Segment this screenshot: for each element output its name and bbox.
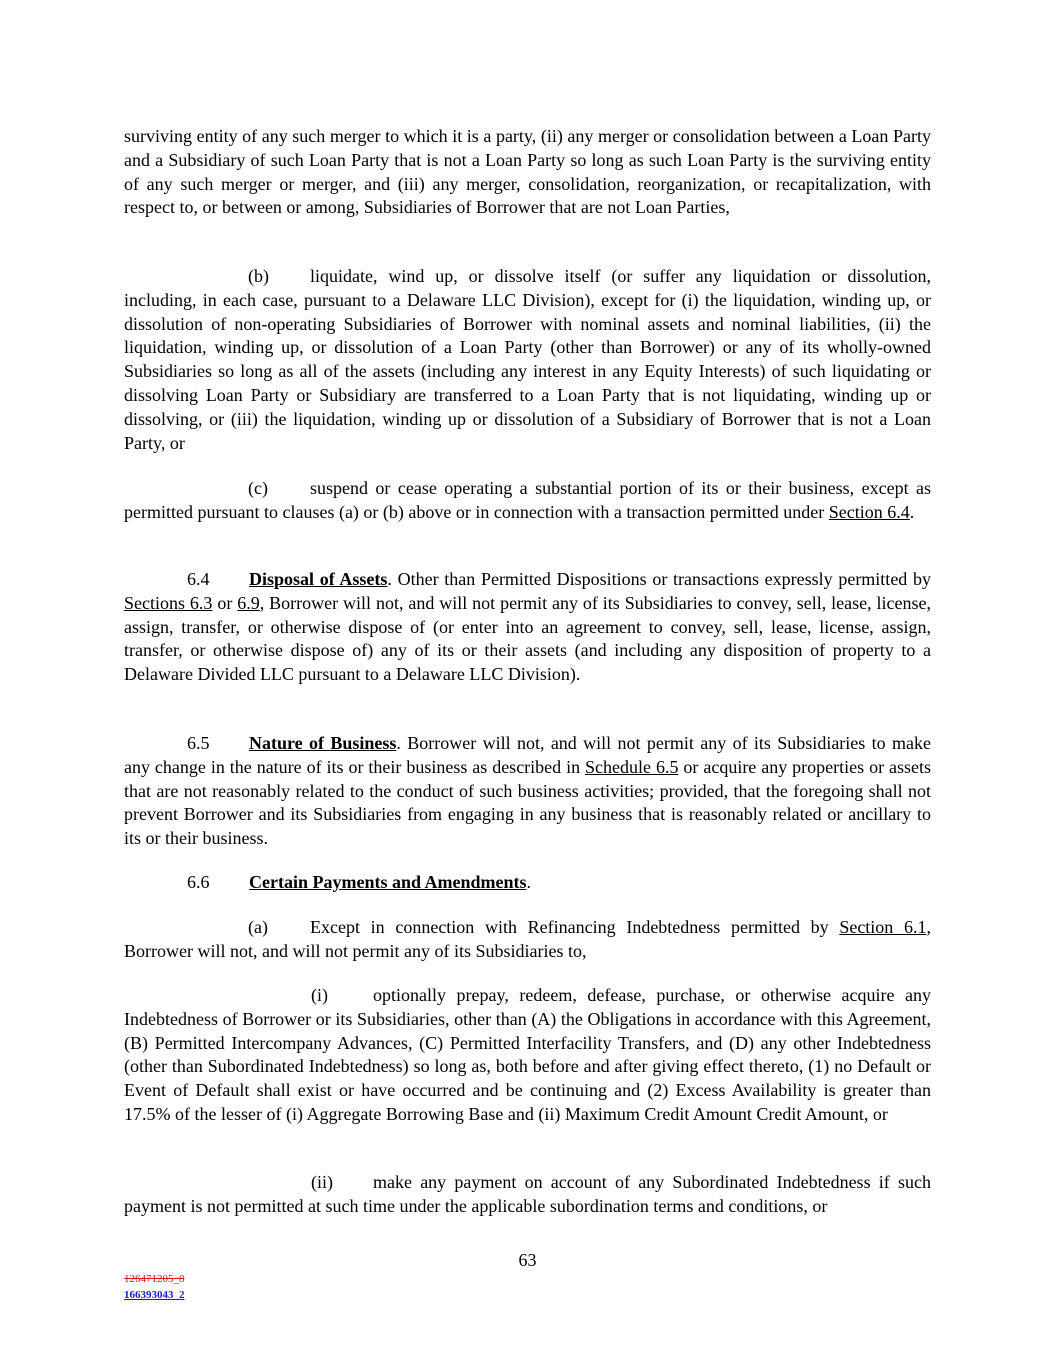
section-heading: Disposal of Assets <box>249 569 388 589</box>
paragraph-text: surviving entity of any such merger to which it is a party, (ii) any merger or consolidation between a Loan Party and a Subsidiary of such Loan Party that is not a Loan Party so long as such Loan Party is the surviving entity of any such merger or merger, and (iii) any merger, consolidation, reorganization, or recapitalization, with respect to, or between or among, Subsidiaries of Borrower that are not Loan Parties, <box>124 126 931 218</box>
clause-text: liquidate, wind up, or dissolve itself (or suffer any liquidation or dissolution, including, in each case, pursuant to a Delaware LLC Division), except for (i) the liquidation, winding up, or dissolution of non-operating Subsidiaries of Borrower with nominal assets and nominal liabilities, (ii) the liquidation, winding up, or dissolution of a Loan Party (other than Borrower) or any of its wholly-owned Subsidiaries so long as all of the assets (including any interest in any Equity Interests) of such liquidating or dissolving Loan Party or Subsidiary are transferred to a Loan Party that is not liquidating, winding up or dissolving, or (iii) the liquidation, winding up or dissolution of a Subsidiary of Borrower that is not a Loan Party, or <box>124 266 931 453</box>
section-number: 6.6 <box>187 872 210 892</box>
clause-i <box>124 984 931 1127</box>
clause-text: make any payment on account of any Subordinated Indebtedness if such payment is not permitted at such time under the applicable subordination terms and conditions, or <box>124 1172 931 1216</box>
section-6-5: 6.5 Nature of Business. Borrower will not, and will not permit any of its Subsidiaries to make any change in the nature of its or their business as described in Schedule 6.5 or acquire any properties or assets that are not reasonably related to the conduct of such business activities; provided, that the foregoing shall not prevent Borrower and its Subsidiaries from engaging in any business that is reasonably related or ancillary to its or their business. <box>124 733 931 849</box>
schedule-reference: Schedule 6.5 <box>585 756 679 777</box>
clause-label: (b) <box>248 266 269 286</box>
section-reference: 6.9 <box>237 592 260 613</box>
continued-paragraph <box>124 125 931 220</box>
section-reference: Section 6.4 <box>828 501 910 522</box>
clause-text: suspend or cease operating a substantial portion of its or their business, except as permitted pursuant to clauses (a) or (b) above or in connection with a transaction permitted under <box>124 478 931 522</box>
section-number: 6.4 <box>187 569 210 589</box>
section-6-4: 6.4 Disposal of Assets. Other than Permitted Dispositions or transactions expressly permitted by Sections 6.3 or 6.9, Borrower will not, and will not permit any of its Subsidiaries to convey, sell, lease, license, assign, transfer, or otherwise dispose of (or enter into an agreement to convey, sell, lease, license, assign, transfer, or otherwise dispose of) any of its or their assets (and including any disposition of property to a Delaware Divided LLC pursuant to a Delaware LLC Division). <box>124 569 932 685</box>
section-6-6: 6.6 Certain Payments and Amendments. <box>124 871 931 895</box>
clause-text: optionally prepay, redeem, defease, purchase, or otherwise acquire any Indebtedness of Borrower or its Subsidiaries, other than (A) the Obligations in accordance with this Agreement, (B) Permitted Intercompany Advances, (C) Permitted Interfacility Transfers, and (D) any other Indebtedness (other than Subordinated Indebtedness) so long as, both before and after giving effect thereto, (1) no Default or Event of Default shall exist or have occurred and be continuing and (2) Excess Availability is greater than 17.5% of the lesser of (i) Aggregate Borrowing Base and (ii) Maximum Credit Amount Credit Amount, or <box>124 985 931 1124</box>
doc-id-deleted: 126471205_8 <box>124 1273 185 1285</box>
clause-a: (a) Except in connection with Refinancing Indebtedness permitted by Section 6.1, Borrower will not, and will not permit any of its Subsidiaries to, <box>124 917 931 961</box>
clause-b <box>124 265 931 455</box>
section-reference: Section 6.1 <box>839 917 927 937</box>
section-number: 6.5 <box>187 733 210 753</box>
page-number: 63 <box>518 1250 537 1270</box>
clause-label: (c) <box>248 478 268 498</box>
doc-id-inserted: 166393043_2 <box>124 1289 185 1301</box>
section-reference: Sections 6.3 <box>124 592 213 613</box>
clause-ii <box>124 1171 931 1219</box>
clause-label: (i) <box>311 985 328 1005</box>
clause-label: (ii) <box>311 1172 333 1192</box>
clause-c: (c) suspend or cease operating a substantial portion of its or their business, except as permitted pursuant to clauses (a) or (b) above or in connection with a transaction permitted under Section 6.4. <box>124 478 931 522</box>
section-heading: Nature of Business <box>249 733 397 753</box>
clause-label: (a) <box>248 917 268 937</box>
section-heading: Certain Payments and Amendments <box>249 872 527 892</box>
